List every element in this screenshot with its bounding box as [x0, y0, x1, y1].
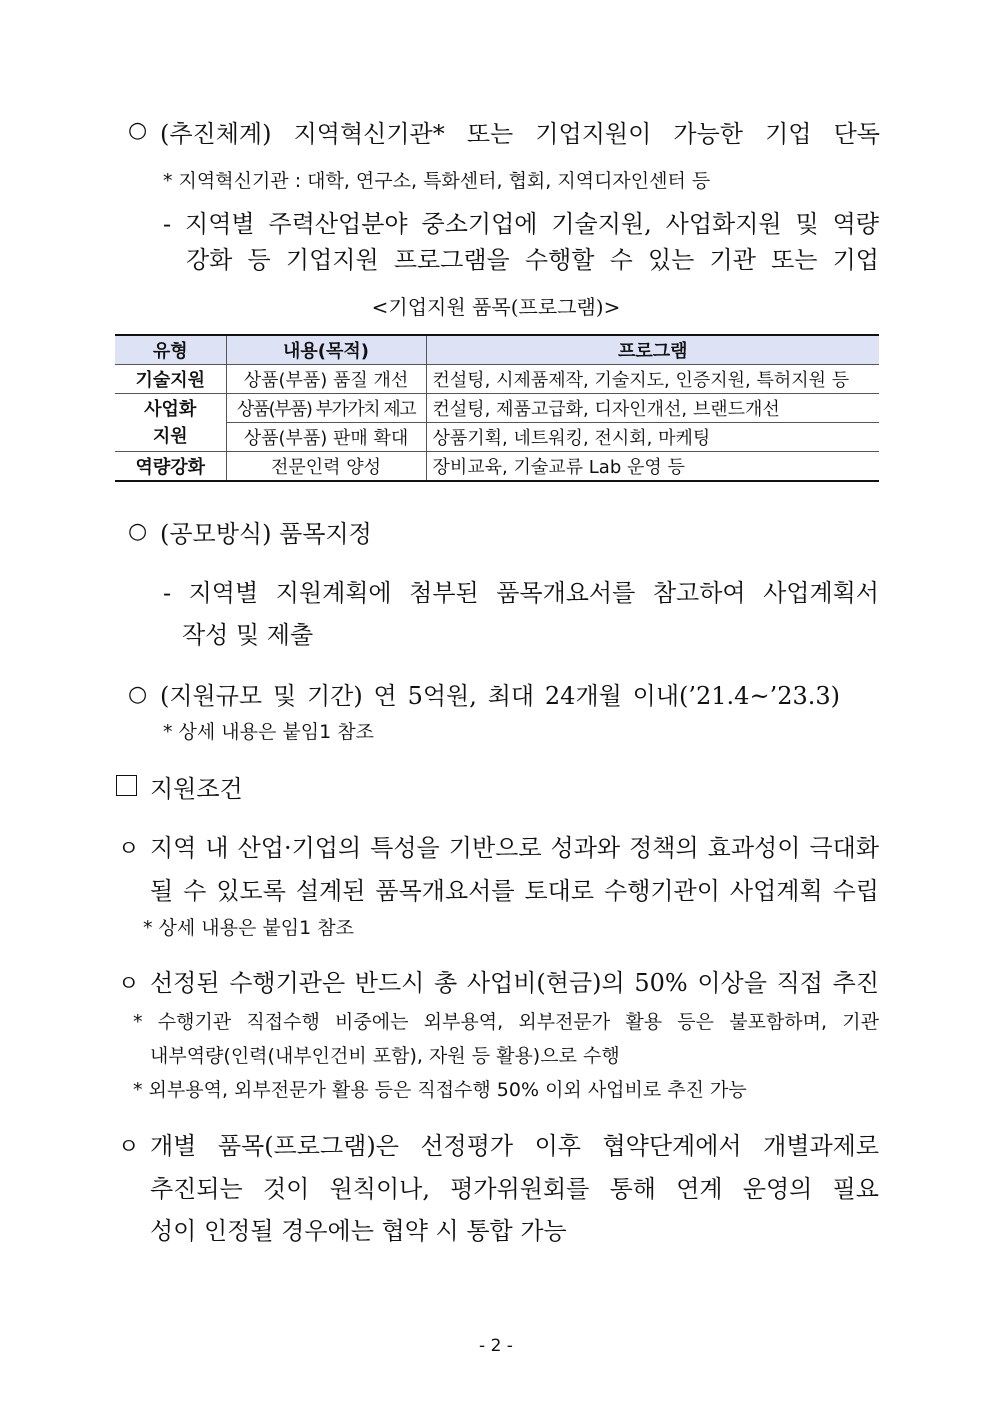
section3-lead: (지원규모 및 기간) 연 5억원, 최대 24개월 이내(’21.4~’23.3) [160, 682, 840, 710]
section2-dash-line2: 작성 및 제출 [182, 621, 314, 649]
program-table [115, 334, 879, 482]
row-type-line1: 사업화 [144, 398, 197, 420]
table-row [115, 365, 879, 394]
section1-dash-line2: 강화 등 기업지원 프로그램을 수행할 수 있는 기관 또는 기업 [186, 246, 879, 274]
table-header-row [115, 335, 879, 365]
header-purpose: 내용(목적) [226, 335, 426, 365]
cond3-line3: 성이 인정될 경우에는 협약 시 통합 가능 [150, 1217, 567, 1245]
row-purpose: 전문인력 양성 [226, 452, 426, 482]
table-row [115, 394, 879, 423]
row-type-merged [115, 394, 226, 452]
bullet-circle: ○ [128, 682, 148, 707]
section2-dash-line1: - 지역별 지원계획에 첨부된 품목개요서를 참고하여 사업계획서 [163, 579, 879, 607]
table-row [115, 452, 879, 482]
header-program: 프로그램 [426, 335, 879, 365]
row-program: 컨설팅, 제품고급화, 디자인개선, 브랜드개선 [426, 394, 879, 423]
cond2-note1-line1: * 수행기관 직접수행 비중에는 외부용역, 외부전문가 활용 등은 불포함하며, 기관 [133, 1011, 879, 1033]
section1-note: * 지역혁신기관 : 대학, 연구소, 특화센터, 협회, 지역디자인센터 등 [163, 170, 711, 192]
table-caption: <기업지원 품목(프로그램)> [371, 295, 621, 319]
cond3-line2: 추진되는 것이 원칙이나, 평가위원회를 통해 연계 운영의 필요 [150, 1175, 879, 1203]
header-type: 유형 [115, 335, 226, 365]
bullet-circle: ㅇ [118, 837, 140, 862]
cond3-line1: 개별 품목(프로그램)은 선정평가 이후 협약단계에서 개별과제로 [150, 1132, 879, 1160]
checkbox-square-icon [116, 775, 137, 796]
row-purpose: 상품(부품) 부가가치 제고 [226, 394, 426, 423]
cond1-note: * 상세 내용은 붙임1 참조 [143, 917, 354, 939]
bullet-circle: ㅇ [118, 972, 140, 997]
row-purpose: 상품(부품) 판매 확대 [226, 423, 426, 452]
row-type: 역량강화 [115, 452, 226, 482]
section1-dash-line1: - 지역별 주력산업분야 중소기업에 기술지원, 사업화지원 및 역량 [163, 210, 879, 238]
bullet-circle: ○ [128, 519, 148, 544]
cond1-line1: 지역 내 산업·기업의 특성을 기반으로 성과와 정책의 효과성이 극대화 [150, 834, 879, 862]
row-purpose: 상품(부품) 품질 개선 [226, 365, 426, 394]
page-number: - 2 - [479, 1336, 513, 1356]
cond2-note1-line2: 내부역량(인력(내부인건비 포함), 자원 등 활용)으로 수행 [150, 1045, 620, 1067]
row-type: 기술지원 [115, 365, 226, 394]
section-heading: 지원조건 [150, 775, 243, 803]
section3-note: * 상세 내용은 붙임1 참조 [163, 721, 374, 743]
row-program: 상품기획, 네트워킹, 전시회, 마케팅 [426, 423, 879, 452]
cond2-note2: * 외부용역, 외부전문가 활용 등은 직접수행 50% 이외 사업비로 추진 가능 [133, 1079, 747, 1101]
bullet-circle: ○ [128, 118, 148, 143]
section2-lead: (공모방식) 품목지정 [160, 520, 372, 548]
row-type-line2: 지원 [152, 425, 188, 447]
table-row [115, 423, 879, 452]
row-program: 컨설팅, 시제품제작, 기술지도, 인증지원, 특허지원 등 [426, 365, 879, 394]
cond2-line1: 선정된 수행기관은 반드시 총 사업비(현금)의 50% 이상을 직접 추진 [150, 969, 879, 997]
cond1-line2: 될 수 있도록 설계된 품목개요서를 토대로 수행기관이 사업계획 수립 [150, 877, 879, 905]
section1-lead: (추진체계) 지역혁신기관* 또는 기업지원이 가능한 기업 단독 [160, 120, 880, 148]
bullet-circle: ㅇ [118, 1135, 140, 1160]
row-program: 장비교육, 기술교류 Lab 운영 등 [426, 452, 879, 482]
